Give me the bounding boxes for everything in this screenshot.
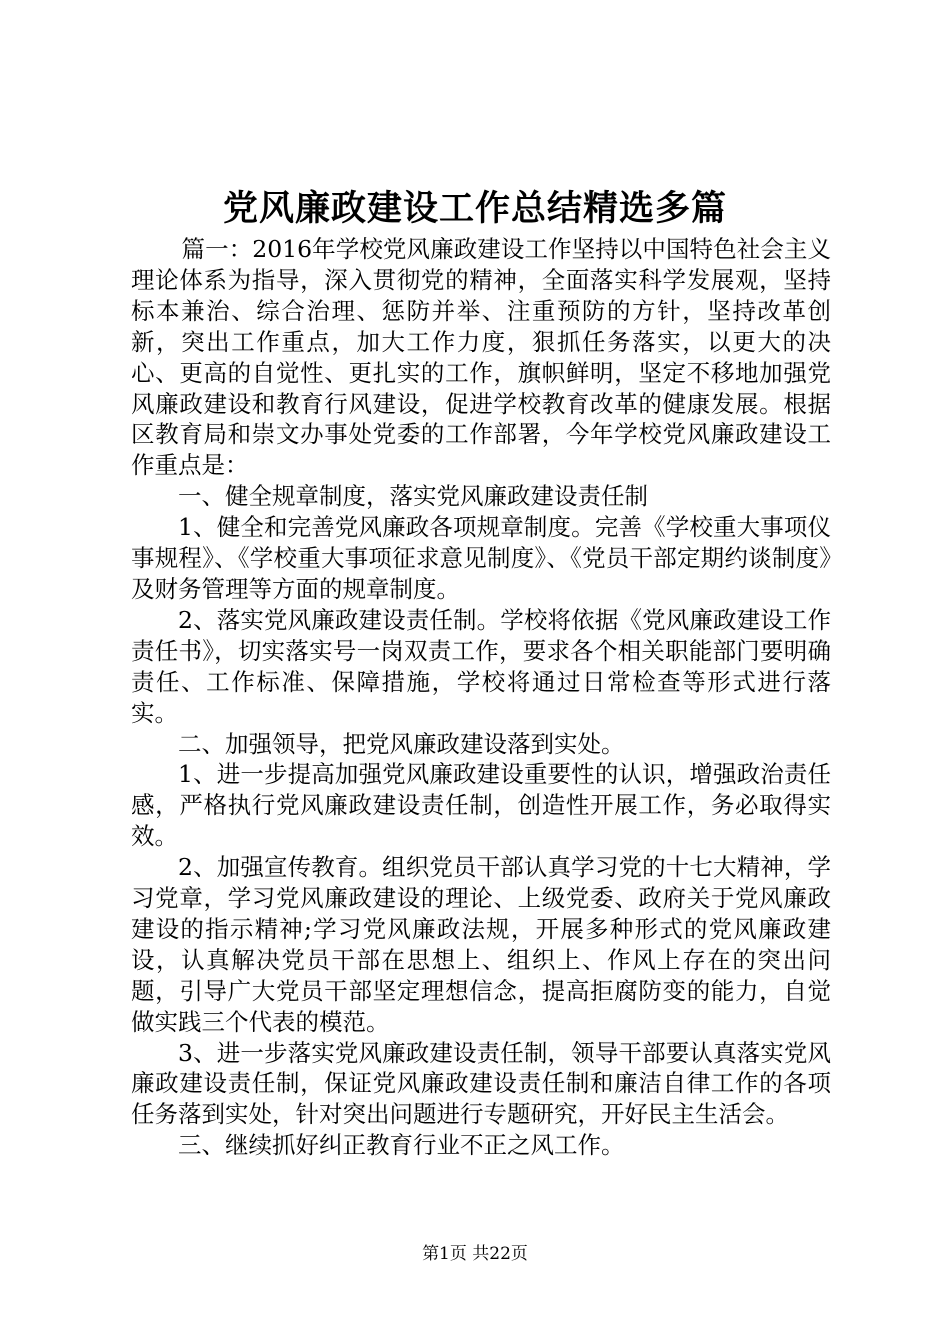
page-footer: 第1页 共22页 [422,1244,528,1264]
section-heading-3: 三、继续抓好纠正教育行业不正之风工作。 [178,1131,625,1160]
document-body [131,234,831,1161]
section-heading-2: 二、加强领导，把党风廉政建设落到实处。 [178,729,625,758]
paragraph-intro: 篇一：2016年学校党风廉政建设工作坚持以中国特色社会主义理论体系为指导，深入贯彻党的精神，全面落实科学发展观，坚持标本兼治、综合治理、惩防并举、注重预防的方针，坚持改革创新，突出工作重点，加大工作力度，狠抓任务落实，以更大的决心、更高的自觉性、更扎实的工作，旗帜鲜明，坚定不移地加强党风廉政建设和教育行风建设，促进学校教育改革的健康发展。根据区教育局和崇文办事处党委的工作部署，今年学校党风廉政建设工作重点是： [131,235,831,480]
paragraph-1-2: 2、落实党风廉政建设责任制。学校将依据《党风廉政建设工作责任书》，切实落实号一岗双责工作，要求各个相关职能部门要明确责任、工作标准、保障措施，学校将通过日常检查等形式进行落实。 [131,605,831,727]
paragraph-1-1: 1、健全和完善党风廉政各项规章制度。完善《学校重大事项仪事规程》、《学校重大事项征求意见制度》、《党员干部定期约谈制度》及财务管理等方面的规章制度。 [131,513,831,603]
paragraph-2-2: 2、加强宣传教育。组织党员干部认真学习党的十七大精神，学习党章，学习党风廉政建设的理论、上级党委、政府关于党风廉政建设的指示精神;学习党风廉政法规，开展多种形式的党风廉政建设，认真解决党员干部在思想上、组织上、作风上存在的突出问题，引导广大党员干部坚定理想信念，提高拒腐防变的能力，自觉做实践三个代表的模范。 [131,853,831,1036]
paragraph-2-3: 3、进一步落实党风廉政建设责任制，领导干部要认真落实党风廉政建设责任制，保证党风廉政建设责任制和廉洁自律工作的各项任务落到实处，针对突出问题进行专题研究，开好民主生活会。 [131,1038,831,1129]
paragraph-2-1: 1、进一步提高加强党风廉政建设重要性的认识，增强政治责任感，严格执行党风廉政建设责任制，创造性开展工作，务必取得实效。 [131,760,831,851]
section-heading-1: 一、健全规章制度，落实党风廉政建设责任制 [178,482,648,511]
document-title: 党风廉政建设工作总结精选多篇 [222,188,727,229]
